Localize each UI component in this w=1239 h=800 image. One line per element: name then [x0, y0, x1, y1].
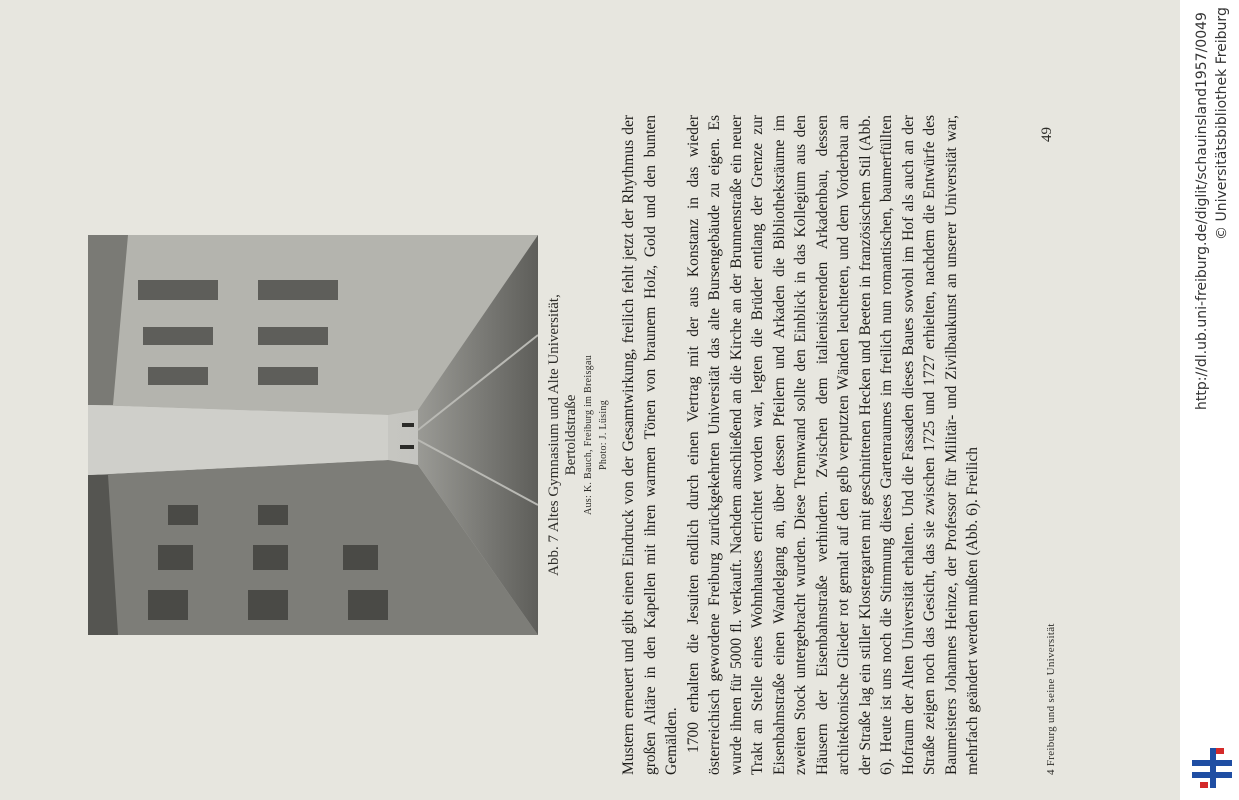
running-title: 4 Freiburg und seine Universität — [1045, 623, 1057, 775]
paragraph-1: Mustern erneuert und gibt einen Eindruck von der Gesamtwirkung, freilich fehlt jetzt der Rhythmus der großen Altäre in den Kapellen mit ihren warmen Tönen von braunem Holz, Gold und den bunten Gemälden. — [620, 115, 680, 775]
caption-title-line1: Abb. 7 Altes Gymnasium und Alte Universität, — [546, 294, 562, 576]
caption-source: Aus: K. Bauch, Freiburg im Breisgau — [583, 354, 594, 516]
page-number: 49 — [1039, 127, 1055, 142]
copyright-notice: © Universitätsbibliothek Freiburg — [1214, 7, 1230, 240]
page-footer — [1039, 115, 1069, 775]
paragraph-2: 1700 erhalten die Jesuiten endlich durch einen Vertrag mit der aus Konstanz in das wieder österreichisch gewordene Freiburg zurückgekehrten Universität das alte Bursengebäude zu eigen. Es wurde ihnen für 5000 fl. verkauft. Nachdem anschließend an die Kirche an der Brunnenstraße ein neuer Trakt an Stelle eines Wohnhauses errichtet worden war, legten die Brüder entlang der Grenze zur Eisenbahnstraße einen Wandelgang an, über dessen Pfeilern und Arkaden die Bibliotheksräume im zweiten Stock untergebracht wurden. Diese Trennwand sollte den Einblick in das Kollegium aus den Häusern der Eisenbahnstraße verhindern. Zwischen dem italienisierenden Arkadenbau, dessen architektonische Glieder rot gemalt auf den gelb verputzten Wänden leuchteten, und dem Vorderbau an der Straße lag ein stiller Klostergarten mit geschnittenen Hecken und Beeten in französischem Stil (Abb. 6). Heute ist uns noch die Stimmung dieses Gartenraumes im freilich nun romantischen, baumerfüllten Hofraum der Alten Universität erhalten. Und die Fassaden dieses Baues sowohl im Hof als auch an der Straße zeigen noch das Gesicht, das sie zwischen 1725 und 1727 erhielten, nachdem die Entwürfe des Baumeisters Johannes Heinze, der Professor für Militär- und Zivilbaukunst an unserer Universität war, mehrfach geändert werden mußten (Abb. 6). Freilich — [684, 115, 981, 775]
caption-photo-credit: Photo: J. Lüsing — [598, 399, 609, 471]
caption-title-line2: Bertoldstraße — [563, 394, 579, 476]
library-logo-icon — [1190, 746, 1234, 790]
body-text — [618, 115, 1038, 775]
photo-illustration — [88, 235, 538, 635]
street-photograph — [88, 235, 538, 635]
figure-caption — [546, 235, 610, 635]
source-url-link[interactable]: http://dl.ub.uni-freiburg.de/diglit/schauinsland1957/0049 — [1194, 12, 1210, 410]
